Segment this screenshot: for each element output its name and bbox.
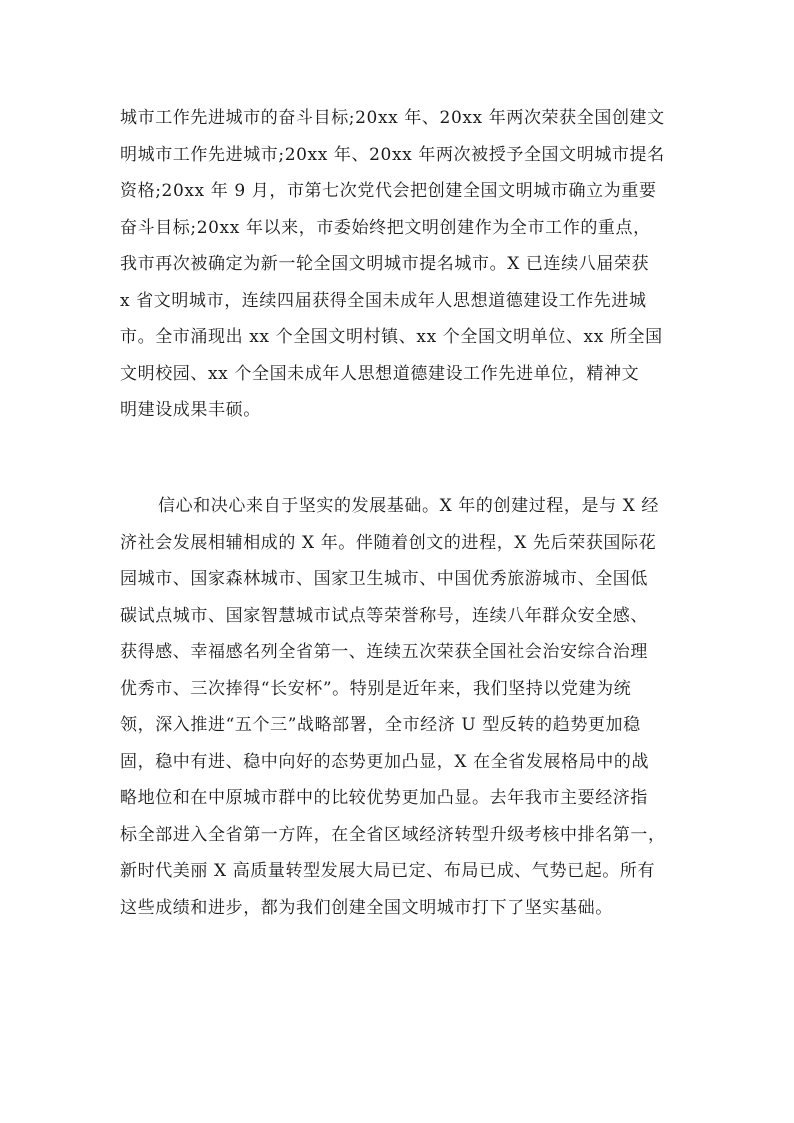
paragraph-2 <box>120 488 680 926</box>
paragraph-1 <box>120 100 680 429</box>
text-line: 领，深入推进“五个三”战略部署，全市经济 U 型反转的趋势更加稳 <box>120 715 641 735</box>
text-line: 资格;20xx 年 9 月，市第七次党代会把创建全国文明城市确立为重要 <box>120 181 657 201</box>
text-line: 济社会发展相辅相成的 X 年。伴随着创文的进程，X 先后荣获国际花 <box>120 532 657 553</box>
text-line: 奋斗目标;20xx 年以来，市委始终把文明创建作为全市工作的重点， <box>120 217 651 238</box>
text-line: 标全部进入全省第一方阵，在全省区域经济转型升级考核中排名第一， <box>120 824 666 845</box>
text-line: 固，稳中有进、稳中向好的态势更加凸显，X 在全省发展格局中的战 <box>120 751 650 772</box>
text-line: 碳试点城市、国家智慧城市试点等荣誉称号，连续八年群众安全感、 <box>120 605 648 626</box>
text-line: 略地位和在中原城市群中的比较优势更加凸显。去年我市主要经济指 <box>120 788 648 808</box>
text-line: 优秀市、三次捧得“长安杯”。特别是近年来，我们坚持以党建为统 <box>120 678 632 699</box>
text-line: 市。全市涌现出 xx 个全国文明村镇、xx 个全国文明单位、xx 所全国 <box>120 327 663 347</box>
text-line: x 省文明城市，连续四届获得全国未成年人思想道德建设工作先进城 <box>120 290 647 311</box>
text-line: 新时代美丽 X 高质量转型发展大局已定、布局已成、气势已起。所有 <box>120 861 656 881</box>
text-line: 文明校园、xx 个全国未成年人思想道德建设工作先进单位，精神文 <box>120 363 640 384</box>
text-line: 明建设成果丰硕。 <box>120 400 261 420</box>
text-line: 我市再次被确定为新一轮全国文明城市提名城市。X 已连续八届荣获 <box>120 254 650 274</box>
text-line: 明城市工作先进城市;20xx 年、20xx 年两次被授予全国文明城市提名 <box>120 144 665 165</box>
text-line: 这些成绩和进步，都为我们创建全国文明城市打下了坚实基础。 <box>120 897 613 918</box>
text-line: 城市工作先进城市的奋斗目标;20xx 年、20xx 年两次荣获全国创建文 <box>120 108 665 128</box>
text-line: 获得感、幸福感名列全省第一、连续五次荣获全国社会治安综合治理 <box>120 642 648 662</box>
text-line: 信心和决心来自于坚实的发展基础。X 年的创建过程，是与 X 经 <box>158 496 660 516</box>
text-line: 园城市、国家森林城市、国家卫生城市、中国优秀旅游城市、全国低 <box>120 569 648 589</box>
